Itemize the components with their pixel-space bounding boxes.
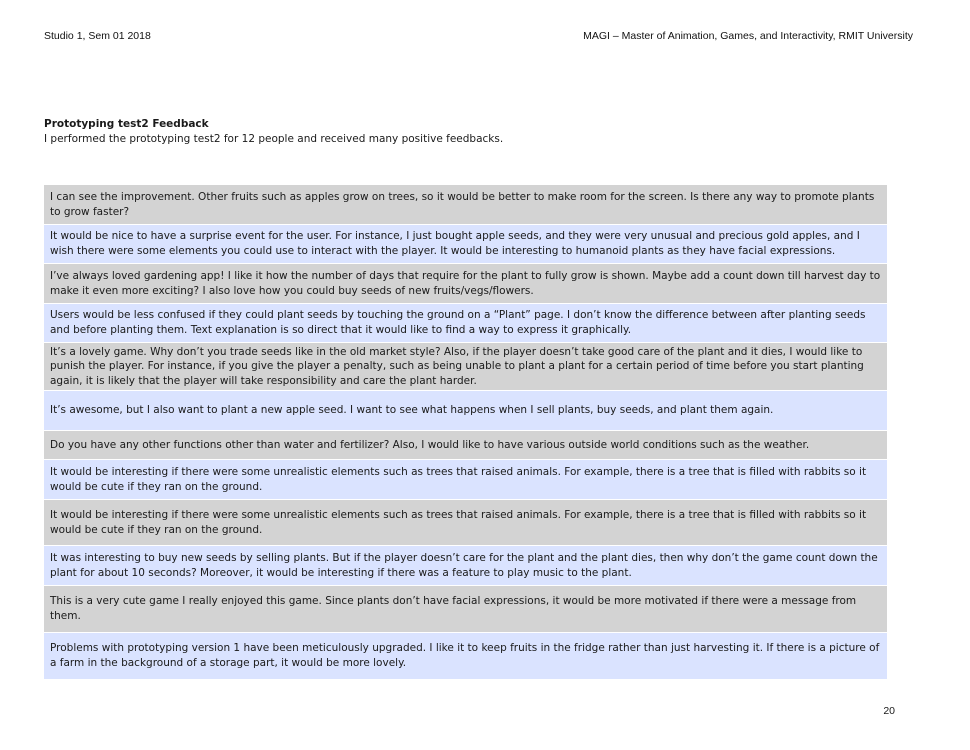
feedback-row xyxy=(44,343,887,391)
feedback-row xyxy=(44,586,887,633)
feedback-text: Users would be less confused if they could plant seeds by touching the ground on a “Plant” page. I don’t know the difference between after planting seeds and before planting them. Text explanation is so direct that it would like to find a way to express it graphically. xyxy=(50,309,866,336)
feedback-text: It would be interesting if there were some unrealistic elements such as trees that raised animals. For example, there is a tree that is filled with rabbits so it would be cute if they ran on the ground. xyxy=(50,465,867,493)
feedback-row xyxy=(44,304,887,343)
feedback-row xyxy=(44,500,887,546)
feedback-row xyxy=(44,633,887,680)
feedback-text: This is a very cute game I really enjoyed this game. Since plants don’t have facial expressions, it would be more motivated if there were a message from them. xyxy=(50,595,857,622)
feedback-text: It was interesting to buy new seeds by selling plants. But if the player doesn’t care for the plant and the plant dies, then why don’t the game count down the plant for about 10 seconds? Moreover, it would be interesting if there was a feature to play music to the plant. xyxy=(50,551,878,579)
feedback-text: Do you have any other functions other than water and fertilizer? Also, I would like to have various outside world conditions such as the weather. xyxy=(50,438,810,451)
feedback-text: I can see the improvement. Other fruits such as apples grow on trees, so it would be better to make room for the screen. Is there any way to promote plants to grow faster? xyxy=(50,190,875,218)
feedback-row xyxy=(44,391,887,431)
feedback-row xyxy=(44,264,887,304)
feedback-text: It’s a lovely game. Why don’t you trade seeds like in the old market style? Also, if the player doesn’t take good care of the plant and it dies, I would like to punish the player. For instance, if you give the player a penalty, such as being unable to plant a plant for a certain period of time before you start planting again, it is likely that the player will take responsibility and care the plant harder. xyxy=(50,345,864,387)
feedback-row xyxy=(44,225,887,264)
feedback-row xyxy=(44,185,887,225)
feedback-table xyxy=(44,185,887,680)
feedback-text: It would be nice to have a surprise event for the user. For instance, I just bought apple seeds, and they were very unusual and precious gold apples, and I wish there were some elements you could use to interact with the player. It would be interesting to humanoid plants as they have facial expressions. xyxy=(50,230,860,257)
feedback-text: Problems with prototyping version 1 have been meticulously upgraded. I like it to keep fruits in the fridge rather than just harvesting it. If there is a picture of a farm in the background of a storage part, it would be more lovely. xyxy=(50,642,880,669)
header-program: MAGI – Master of Animation, Games, and Interactivity, RMIT University xyxy=(583,30,913,42)
feedback-text: It’s awesome, but I also want to plant a new apple seed. I want to see what happens when I sell plants, buy seeds, and plant them again. xyxy=(50,404,774,417)
feedback-row xyxy=(44,431,887,460)
feedback-row xyxy=(44,460,887,500)
header-course: Studio 1, Sem 01 2018 xyxy=(44,30,151,42)
feedback-row xyxy=(44,546,887,586)
feedback-text: I’ve always loved gardening app! I like it how the number of days that require for the plant to fully grow is shown. Maybe add a count down till harvest day to make it even more exciting? I also love how you could buy seeds of new fruits/vegs/flowers. xyxy=(50,269,881,297)
page-number: 20 xyxy=(883,705,895,717)
section-intro: I performed the prototyping test2 for 12 people and received many positive feedbacks. xyxy=(44,133,504,145)
section-title: Prototyping test2 Feedback xyxy=(44,118,209,130)
feedback-text: It would be interesting if there were some unrealistic elements such as trees that raised animals. For example, there is a tree that is filled with rabbits so it would be cute if they ran on the ground. xyxy=(50,508,867,536)
